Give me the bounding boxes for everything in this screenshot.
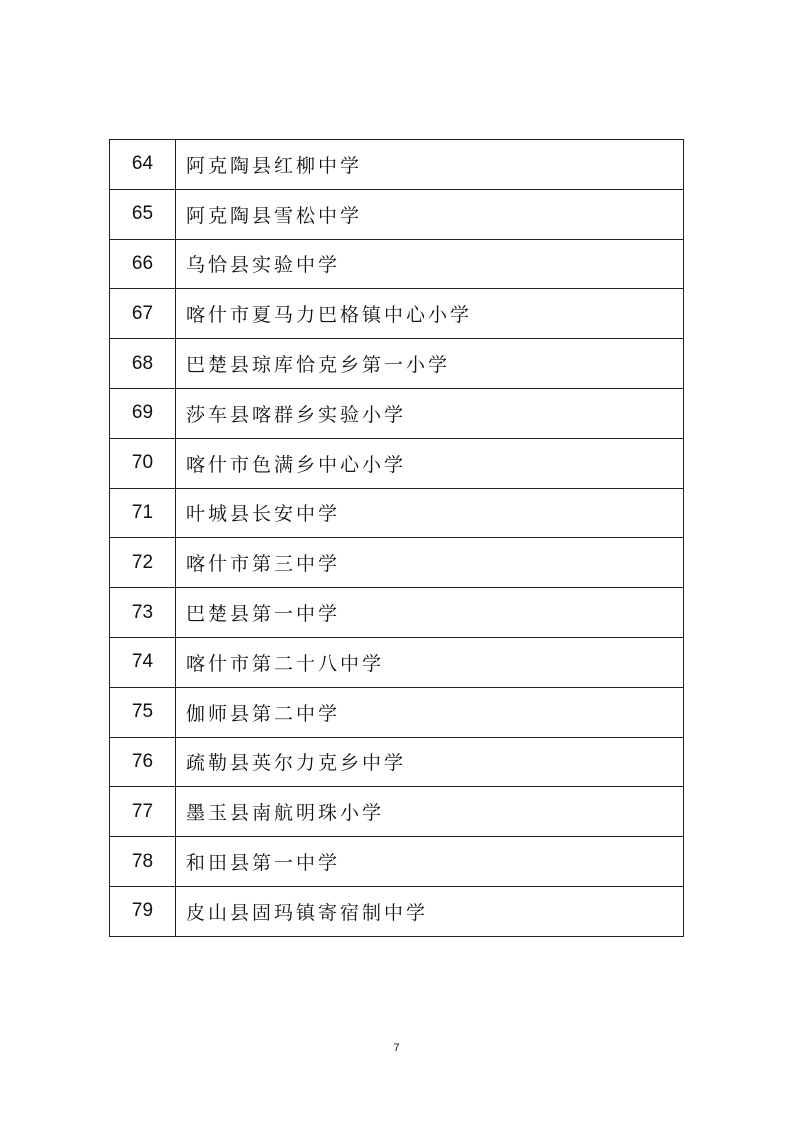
table-row <box>110 189 684 239</box>
table-row <box>110 737 684 787</box>
school-name: 喀什市色满乡中心小学 <box>176 438 684 488</box>
table-row <box>110 388 684 438</box>
table-row <box>110 239 684 289</box>
school-name: 皮山县固玛镇寄宿制中学 <box>176 886 684 936</box>
table-row <box>110 339 684 389</box>
table-row <box>110 886 684 936</box>
row-number: 78 <box>110 837 176 887</box>
table-body <box>110 140 684 937</box>
table-row <box>110 637 684 687</box>
table-row <box>110 837 684 887</box>
school-name: 喀什市第三中学 <box>176 538 684 588</box>
table-row <box>110 488 684 538</box>
school-name: 阿克陶县雪松中学 <box>176 189 684 239</box>
school-name: 巴楚县琼库恰克乡第一小学 <box>176 339 684 389</box>
row-number: 75 <box>110 687 176 737</box>
row-number: 79 <box>110 886 176 936</box>
row-number: 73 <box>110 588 176 638</box>
school-name: 巴楚县第一中学 <box>176 588 684 638</box>
row-number: 64 <box>110 140 176 190</box>
school-name: 叶城县长安中学 <box>176 488 684 538</box>
school-name: 阿克陶县红柳中学 <box>176 140 684 190</box>
row-number: 72 <box>110 538 176 588</box>
row-number: 77 <box>110 787 176 837</box>
row-number: 69 <box>110 388 176 438</box>
table-row <box>110 588 684 638</box>
school-name: 和田县第一中学 <box>176 837 684 887</box>
school-name: 疏勒县英尔力克乡中学 <box>176 737 684 787</box>
row-number: 71 <box>110 488 176 538</box>
school-name: 莎车县喀群乡实验小学 <box>176 388 684 438</box>
row-number: 66 <box>110 239 176 289</box>
row-number: 70 <box>110 438 176 488</box>
table-row <box>110 787 684 837</box>
row-number: 68 <box>110 339 176 389</box>
school-name: 伽师县第二中学 <box>176 687 684 737</box>
school-name: 墨玉县南航明珠小学 <box>176 787 684 837</box>
row-number: 74 <box>110 637 176 687</box>
table-row <box>110 687 684 737</box>
row-number: 67 <box>110 289 176 339</box>
school-list-table <box>109 139 684 937</box>
table-row <box>110 438 684 488</box>
page-number: 7 <box>393 1042 400 1054</box>
table-row <box>110 140 684 190</box>
row-number: 76 <box>110 737 176 787</box>
school-name: 喀什市夏马力巴格镇中心小学 <box>176 289 684 339</box>
table-row <box>110 289 684 339</box>
school-name: 喀什市第二十八中学 <box>176 637 684 687</box>
school-name: 乌恰县实验中学 <box>176 239 684 289</box>
row-number: 65 <box>110 189 176 239</box>
table-row <box>110 538 684 588</box>
